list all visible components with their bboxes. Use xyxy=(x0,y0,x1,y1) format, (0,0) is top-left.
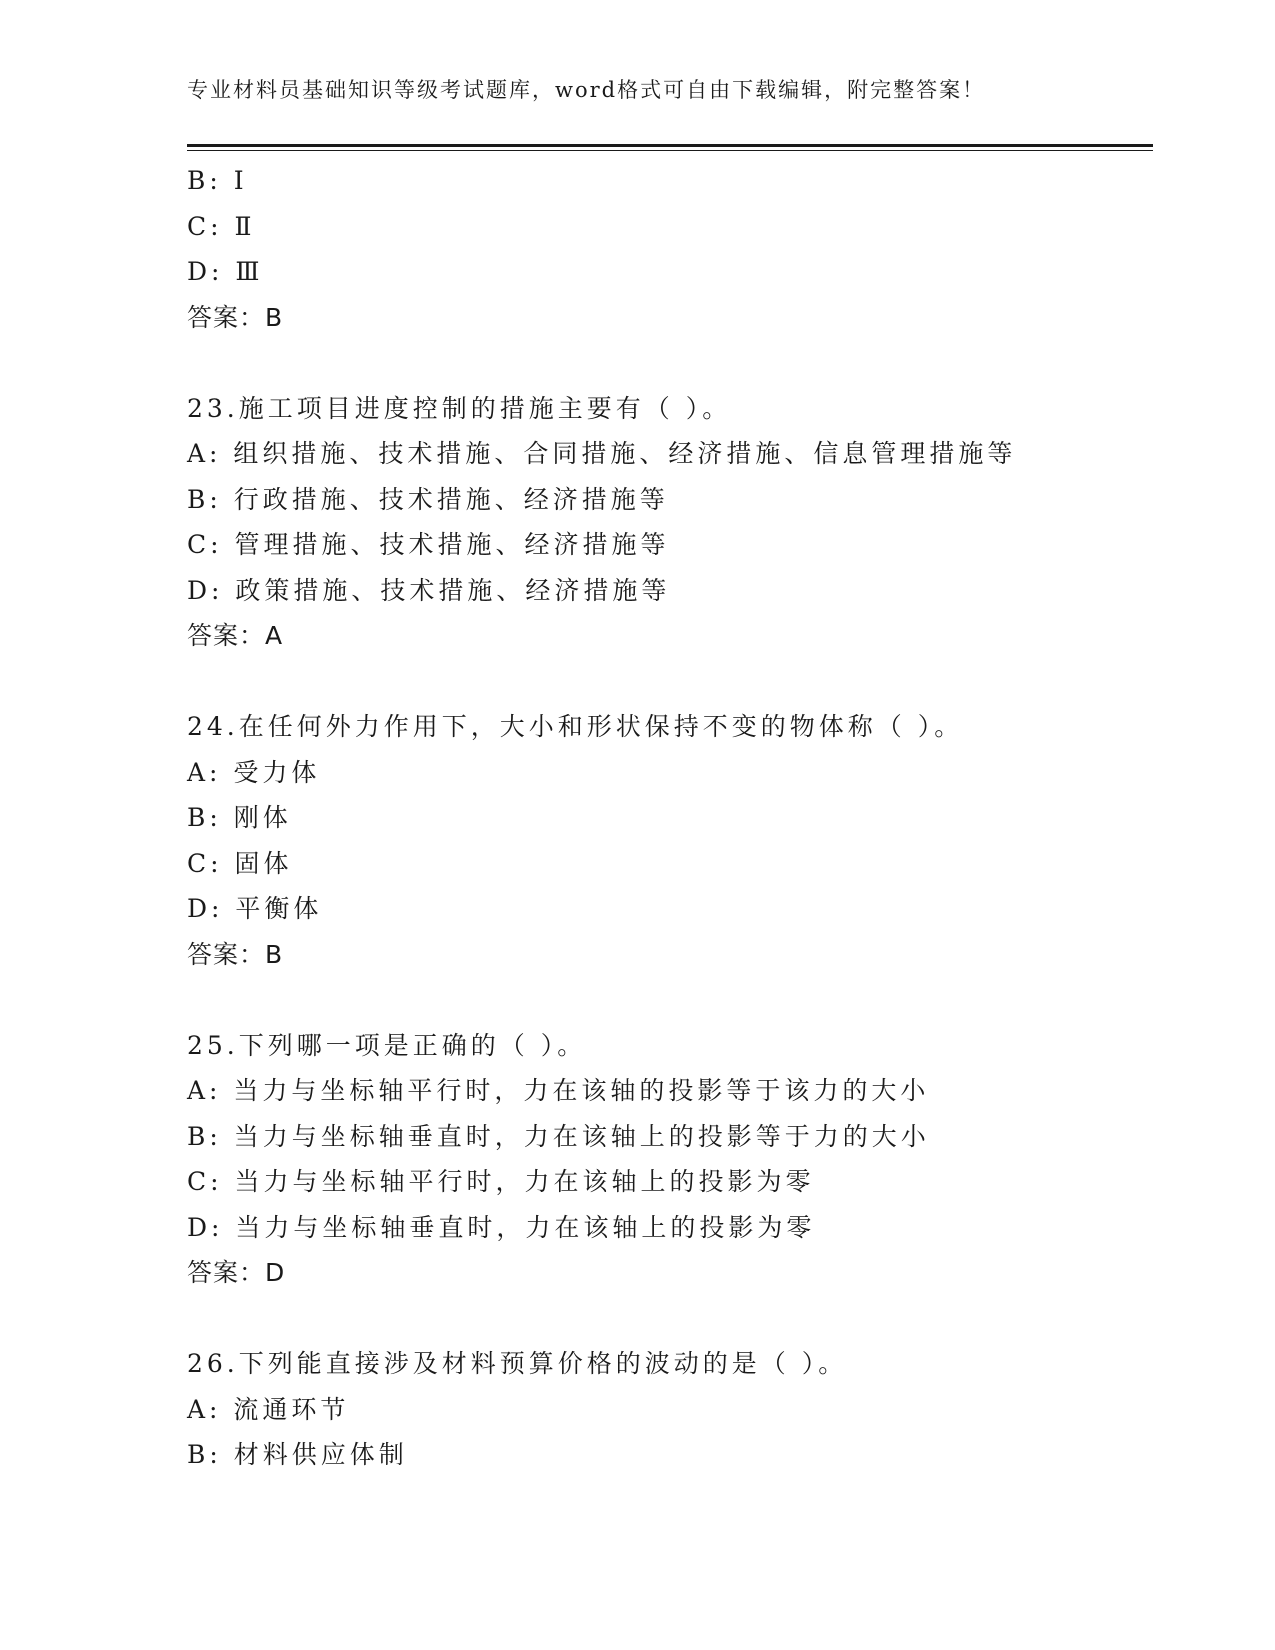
answer: 答案：A xyxy=(187,621,284,650)
question-25 xyxy=(187,1023,1153,1296)
option-b: B: 刚体 xyxy=(187,803,292,832)
page-header: 专业材料员基础知识等级考试题库，word格式可自由下载编辑，附完整答案！ xyxy=(187,78,986,102)
option-c: C: 固体 xyxy=(187,848,293,878)
option-a: A: 组织措施、技术措施、合同措施、经济措施、信息管理措施等 xyxy=(187,439,1017,468)
question-22-tail xyxy=(187,158,1153,340)
question-26 xyxy=(187,1341,1153,1478)
option-d: D: 当力与坐标轴垂直时，力在该轴上的投影为零 xyxy=(187,1212,816,1242)
option-a: A: 当力与坐标轴平行时，力在该轴的投影等于该力的大小 xyxy=(187,1076,930,1105)
option-b: B: 材料供应体制 xyxy=(187,1440,408,1469)
option-a: A: 受力体 xyxy=(187,757,321,787)
question-24 xyxy=(187,704,1153,977)
option-d: D: Ⅲ xyxy=(187,257,264,286)
option-c: C: Ⅱ xyxy=(187,211,256,241)
header-divider-thin xyxy=(187,150,1153,151)
question-stem: 26.下列能直接涉及材料预算价格的波动的是（ ）。 xyxy=(187,1349,848,1378)
option-c: C: 管理措施、技术措施、经济措施等 xyxy=(187,530,670,559)
question-stem: 23.施工项目进度控制的措施主要有（ ）。 xyxy=(187,393,732,423)
answer: 答案：B xyxy=(187,302,284,332)
question-23 xyxy=(187,386,1153,659)
option-a: A: 流通环节 xyxy=(187,1394,350,1424)
question-stem: 25.下列哪一项是正确的（ ）。 xyxy=(187,1030,587,1060)
question-list xyxy=(187,158,1153,1478)
answer: 答案：D xyxy=(187,1258,286,1287)
option-b: B: Ⅰ xyxy=(187,166,248,195)
header-divider-thick xyxy=(187,144,1153,147)
option-b: B: 行政措施、技术措施、经济措施等 xyxy=(187,484,669,514)
option-d: D: 平衡体 xyxy=(187,894,323,923)
option-b: B: 当力与坐标轴垂直时，力在该轴上的投影等于力的大小 xyxy=(187,1121,930,1151)
option-c: C: 当力与坐标轴平行时，力在该轴上的投影为零 xyxy=(187,1167,815,1196)
answer: 答案：B xyxy=(187,939,284,969)
question-stem: 24.在任何外力作用下，大小和形状保持不变的物体称（ ）。 xyxy=(187,712,964,741)
option-d: D: 政策措施、技术措施、经济措施等 xyxy=(187,575,671,605)
